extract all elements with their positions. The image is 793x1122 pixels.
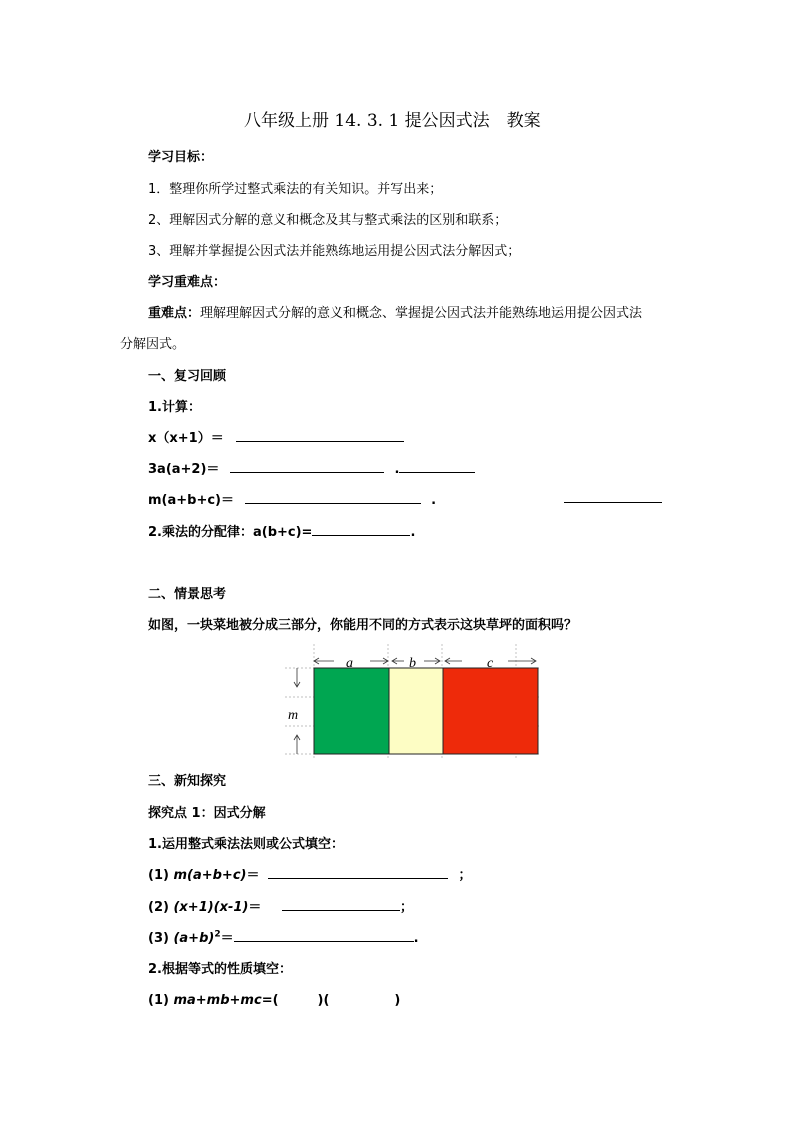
answer-blank[interactable] [245,491,421,504]
explore-point-1: 探究点 1：因式分解 [148,806,266,821]
line-end: . [413,931,419,946]
item-expr: (x+1)(x-1) [173,900,249,915]
answer-blank[interactable] [268,866,448,879]
calc-separator: . [394,462,400,477]
distributive-law-label: 2.乘法的分配律：a(b+c)= [148,525,313,540]
item-expr: m(a+b+c) [173,868,247,883]
key-points-heading: 学习重难点： [148,275,227,290]
key-points-line-1 [148,302,642,321]
item-number: (1) [148,993,174,1008]
calc-separator: . [431,493,437,508]
answer-blank[interactable] [234,929,414,942]
item-expr: ma+mb+mc [173,993,262,1008]
item-blanks[interactable]: =( )( ) [261,993,401,1008]
calc-expr: x（x+1）＝ [148,431,224,446]
calc-line-1 [148,427,404,446]
calc-expr: 3a(a+2)＝ [148,462,220,477]
objective-item-1: 1．整理你所学过整式乘法的有关知识。并写出来； [148,182,443,197]
explore-heading: 三、新知探究 [148,774,227,789]
item-eq: ＝ [220,931,234,946]
line-end: . [410,525,416,540]
answer-blank[interactable] [282,898,400,911]
region-a [314,668,389,754]
calc-line-3 [148,489,436,508]
line-end: ； [399,900,413,915]
review-sub-1: 1.计算： [148,400,201,415]
item-exponent: 2 [214,929,221,940]
objective-item-3: 3、理解并掌握提公因式法并能熟练地运用提公因式法分解因式； [148,244,521,259]
answer-blank[interactable] [236,429,404,442]
fill-item-1 [148,864,472,883]
calc-expr: m(a+b+c)＝ [148,493,234,508]
equation-item-1 [148,989,400,1008]
item-expr: (a+b) [173,931,215,946]
fill-item-2 [148,896,413,915]
key-points-label: 重难点： [148,306,201,321]
item-number: (3) [148,931,174,946]
item-number: (1) [148,868,174,883]
region-c [443,668,538,754]
item-eq: ＝ [246,868,260,883]
fill-item-3 [148,927,419,946]
label-b: b [409,656,416,671]
answer-blank[interactable] [399,460,475,473]
key-points-text: 理解理解因式分解的意义和概念、掌握提公因式法并能熟练地运用提公因式法 [200,306,643,321]
scenario-heading: 二、情景思考 [148,587,227,602]
label-m: m [288,708,299,723]
item-eq: ＝ [248,900,262,915]
explore-sub-1: 1.运用整式乘法法则或公式填空： [148,837,344,852]
region-b [389,668,443,754]
answer-blank[interactable] [312,523,410,536]
line-end: ； [458,868,472,883]
item-number: (2) [148,900,174,915]
objective-item-2: 2、理解因式分解的意义和概念及其与整式乘法的区别和联系； [148,213,508,228]
key-points-line-2: 分解因式。 [120,337,186,352]
garden-figure [282,641,542,761]
document-title: 八年级上册 14. 3. 1 提公因式法 教案 [244,111,541,131]
scenario-question: 如图，一块菜地被分成三部分，你能用不同的方式表示这块草坪的面积吗？ [148,618,578,633]
answer-blank[interactable] [230,460,384,473]
objectives-heading: 学习目标： [148,150,214,165]
calc-line-2 [148,458,475,477]
label-c: c [487,656,494,671]
explore-sub-2: 2.根据等式的性质填空： [148,962,292,977]
review-sub-2 [148,521,415,540]
label-a: a [346,656,353,671]
review-heading: 一、复习回顾 [148,369,227,384]
answer-blank[interactable] [564,490,662,503]
